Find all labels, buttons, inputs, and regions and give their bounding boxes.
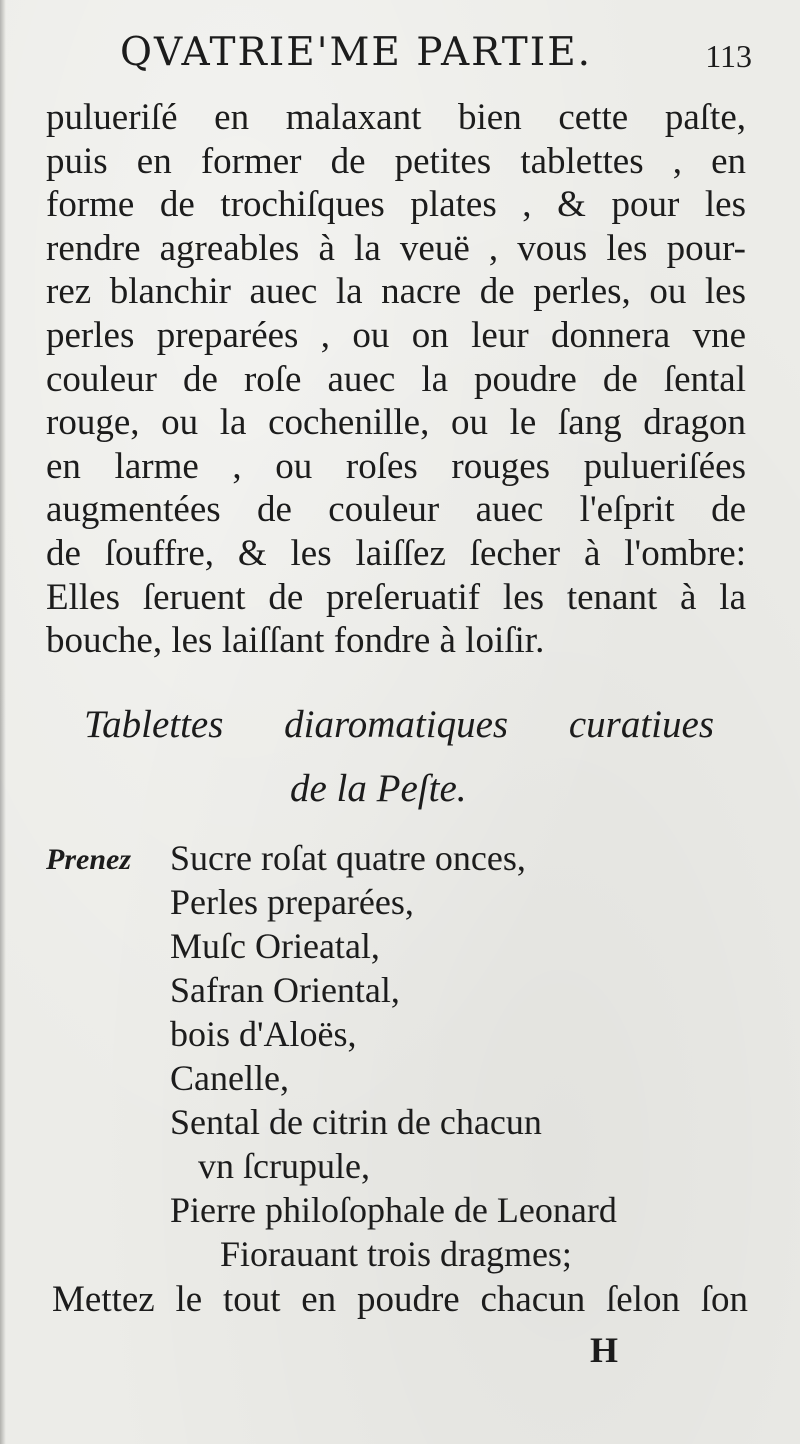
ingredient-item: Canelle,	[170, 1058, 289, 1098]
recipe-intro-word: Prenez	[46, 843, 131, 876]
ingredient-item: bois d'Aloës,	[170, 1014, 357, 1054]
closing-line: Mettez le tout en poudre chacun ſelon ſon	[52, 1279, 748, 1320]
text-line: rendre agreables à la veuë , vous les pour-	[46, 227, 746, 269]
section-heading-line-1: Tablettes diaromatiques curatiues	[84, 703, 714, 746]
text-line: rouge, ou la cochenille, ou le ſang dragon	[46, 402, 746, 444]
signature-mark: H	[590, 1330, 619, 1370]
text-line: en larme , ou roſes rouges pulueriſées	[46, 445, 746, 487]
section-heading-line-2: de la Peſte.	[290, 767, 467, 810]
ingredient-item: vn ſcrupule,	[198, 1146, 370, 1186]
text-line: couleur de roſe auec la poudre de ſental	[46, 358, 746, 400]
ingredient-item: Fiorauant trois dragmes;	[220, 1234, 572, 1274]
running-head: QVATRIE'ME PARTIE.	[120, 30, 593, 75]
text-line: pulueriſé en malaxant bien cette paſte,	[46, 97, 746, 138]
page-number: 113	[705, 38, 752, 74]
ingredient-item: Sental de citrin de chacun	[170, 1102, 542, 1142]
text-line: forme de trochiſques plates , & pour les	[46, 184, 746, 226]
text-line: augmentées de couleur auec l'eſprit de	[46, 489, 746, 531]
ingredient-item: Safran Oriental,	[170, 970, 400, 1010]
text-line: rez blanchir auec la nacre de perles, ou les	[46, 271, 746, 313]
ingredient-item: Sucre roſat quatre onces,	[170, 838, 526, 878]
ingredient-item: Perles preparées,	[170, 882, 414, 922]
ingredient-item: Muſc Orieatal,	[170, 926, 380, 966]
text-line: puis en former de petites tablettes , en	[46, 140, 746, 182]
ingredient-item: Pierre philoſophale de Leonard	[170, 1190, 617, 1230]
text-line: de ſouffre, & les laiſſez ſecher à l'ombre:	[46, 532, 746, 574]
text-line: bouche, les laiſſant fondre à loiſir.	[46, 620, 545, 662]
page-header	[120, 30, 752, 84]
text-line: perles preparées , ou on leur donnera vne	[46, 314, 746, 356]
body-paragraph	[46, 96, 746, 663]
text-line: Elles ſeruent de preſeruatif les tenant à la	[46, 576, 746, 618]
